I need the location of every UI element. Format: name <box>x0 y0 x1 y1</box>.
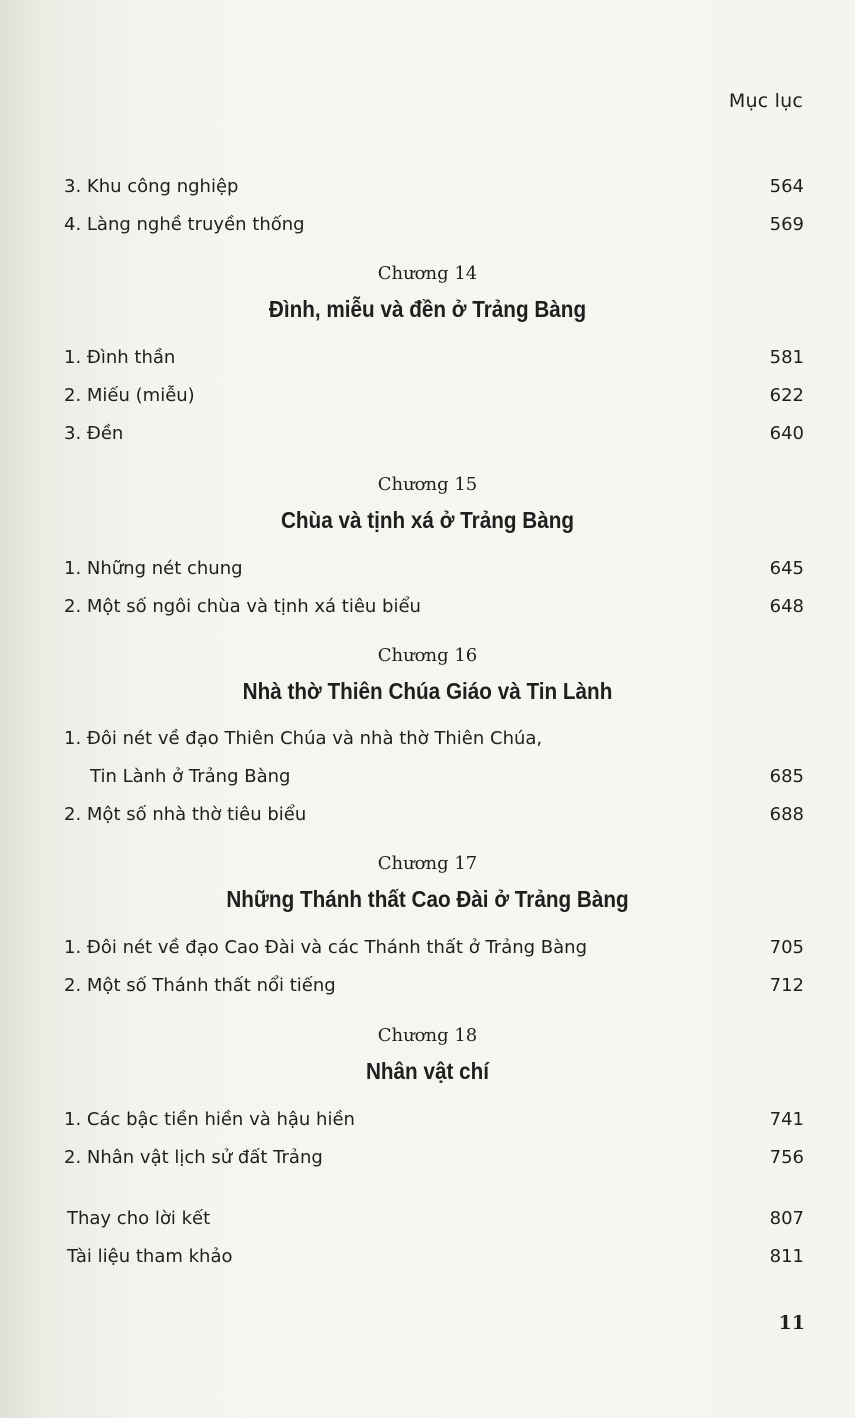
toc-entry-page: 581 <box>769 347 804 368</box>
toc-entry-label: 2. Một số nhà thờ tiêu biểu <box>64 804 307 825</box>
toc-entry-label: 3. Đền <box>64 423 124 444</box>
toc-entry <box>67 1242 804 1272</box>
toc-entry-page: 756 <box>769 1147 804 1168</box>
toc-entry-label: Thay cho lời kết <box>67 1208 211 1229</box>
toc-entry <box>64 971 804 1001</box>
toc-entry-label: 2. Nhân vật lịch sử đất Trảng <box>64 1147 323 1168</box>
toc-entry-label: 1. Những nét chung <box>64 558 243 579</box>
chapter-title: Những Thánh thất Cao Đài ở Trảng Bàng <box>226 886 629 912</box>
chapter-number: Chương 15 <box>377 474 478 495</box>
toc-entry <box>64 1105 804 1135</box>
toc-entry <box>64 1143 804 1173</box>
chapter-title: Nhân vật chí <box>365 1058 490 1084</box>
toc-entry-label: 2. Một số ngôi chùa và tịnh xá tiêu biểu <box>64 596 421 617</box>
chapter-number: Chương 17 <box>377 853 478 874</box>
toc-entry-label: 1. Các bậc tiền hiền và hậu hiền <box>64 1109 355 1130</box>
toc-entry <box>67 1204 804 1234</box>
toc-entry <box>64 172 804 202</box>
toc-entry-page: 741 <box>769 1109 804 1130</box>
chapter-title: Đình, miễu và đền ở Trảng Bàng <box>268 296 587 322</box>
toc-entry-page: 688 <box>769 804 804 825</box>
toc-entry <box>64 592 804 622</box>
toc-entry-page: 705 <box>769 937 804 958</box>
toc-entry-label: 3. Khu công nghiệp <box>64 176 239 197</box>
toc-entry-continuation <box>64 762 804 792</box>
toc-entry <box>64 800 804 830</box>
toc-entry-page: 564 <box>769 176 804 197</box>
toc-entry-page: 811 <box>769 1246 804 1267</box>
toc-entry-label: Tài liệu tham khảo <box>67 1246 233 1267</box>
toc-entry <box>64 419 804 449</box>
toc-entry-page: 807 <box>769 1208 804 1229</box>
chapter-number: Chương 16 <box>377 645 478 666</box>
toc-entry-label: 1. Đôi nét về đạo Cao Đài và các Thánh thất ở Trảng Bàng <box>64 937 587 958</box>
toc-entry-page: 622 <box>769 385 804 406</box>
toc-entry-label: 1. Đôi nét về đạo Thiên Chúa và nhà thờ Thiên Chúa, <box>64 728 543 749</box>
running-head: Mục lục <box>728 90 803 112</box>
toc-entry-page: 712 <box>769 975 804 996</box>
toc-entry-page: 645 <box>769 558 804 579</box>
toc-entry <box>64 554 804 584</box>
toc-entry <box>64 724 804 754</box>
chapter-title: Nhà thờ Thiên Chúa Giáo và Tin Lành <box>242 678 613 704</box>
toc-entry-page: 569 <box>769 214 804 235</box>
toc-entry-label: 2. Miếu (miễu) <box>64 385 195 406</box>
toc-entry-label: 1. Đình thần <box>64 347 176 368</box>
toc-entry-page: 648 <box>769 596 804 617</box>
toc-entry-page: 640 <box>769 423 804 444</box>
toc-entry-label: Tin Lành ở Trảng Bàng <box>90 766 291 787</box>
chapter-number: Chương 14 <box>377 263 478 284</box>
toc-entry <box>64 933 804 963</box>
page-number: 11 <box>778 1312 805 1334</box>
chapter-number: Chương 18 <box>377 1025 478 1046</box>
chapter-title: Chùa và tịnh xá ở Trảng Bàng <box>280 507 575 533</box>
toc-entry-label: 4. Làng nghề truyền thống <box>64 214 305 235</box>
toc-entry <box>64 210 804 240</box>
toc-entry <box>64 381 804 411</box>
toc-entry-page: 685 <box>769 766 804 787</box>
toc-entry-label: 2. Một số Thánh thất nổi tiếng <box>64 975 336 996</box>
toc-entry <box>64 343 804 373</box>
